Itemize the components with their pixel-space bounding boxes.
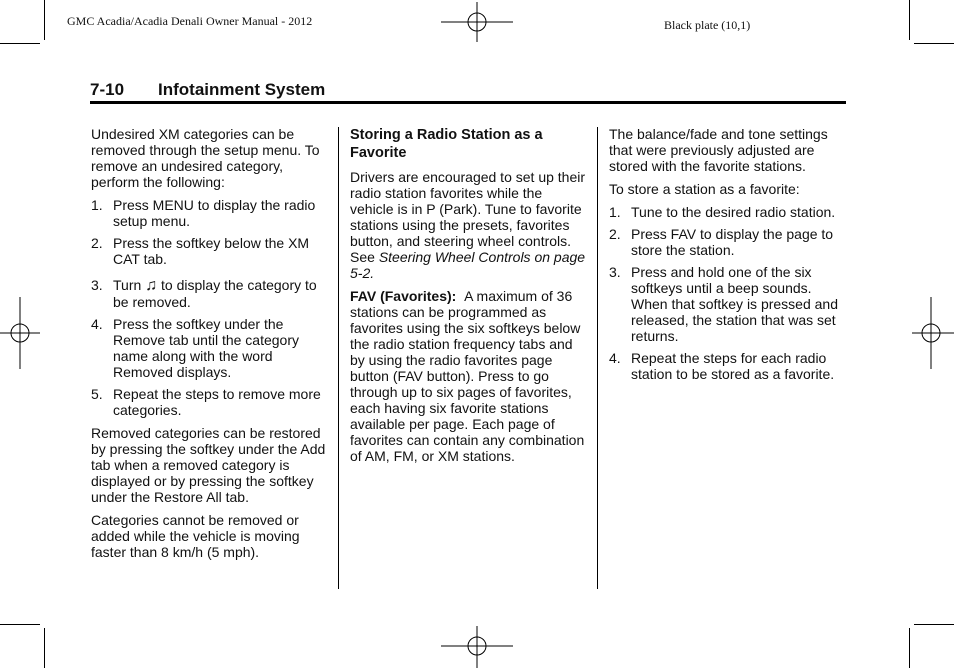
crop-mark [914,43,954,44]
term-label: FAV (Favorites): [350,288,457,304]
list-item [91,277,331,310]
step-text: to display the category to be removed. [113,277,317,310]
list-item [609,264,849,344]
cross-reference: Steering Wheel Controls on page 5-2 [350,249,586,281]
step-text: Turn [113,277,146,293]
step-text: Press the softkey below the XM CAT tab. [113,235,310,267]
column-2 [350,126,588,471]
paragraph: The balance/fade and tone settings that were previously adjusted are stored with the favorite stations. [609,126,828,174]
crop-mark [909,628,910,668]
step-text: Repeat the steps to remove more categories. [113,386,321,418]
tune-knob-icon: ♫ [145,277,158,294]
column-divider [597,127,598,589]
step-text: Press and hold one of the six softkeys until a beep sounds. When that softkey is pressed and released, the station that was set returns. [631,264,838,344]
paragraph: Categories cannot be removed or added while the vehicle is moving faster than 8 km/h (5 mph). [91,512,300,560]
crop-mark [44,628,45,668]
crop-mark [44,0,45,40]
paragraph [350,288,588,464]
step-number: 4. [91,316,103,332]
paragraph-text: A maximum of 36 stations can be programmed as favorites using the six softkeys below the radio station frequency tabs and by using the radio favorites page button (FAV button). Press to go through up to six pages of favorites, each having six favorite stations available per page. Each page of favorites can contain any combination of AM, FM, or XM stations. [350,288,585,464]
paragraph: To store a station as a favorite: [609,181,800,197]
registration-mark [912,297,954,369]
step-number: 5. [91,386,103,402]
step-number: 2. [609,226,621,242]
step-number: 1. [609,204,621,220]
registration-mark [441,626,513,668]
list-item [91,197,331,229]
list-item [609,204,849,220]
step-number: 3. [91,277,103,293]
crop-mark [0,624,40,625]
steps-list [609,204,849,382]
step-number: 4. [609,350,621,366]
plate-label: Black plate (10,1) [664,18,751,32]
section-title: Infotainment System [158,80,326,99]
section-heading [90,80,846,102]
list-item [609,226,849,258]
step-text: Tune to the desired radio station. [631,204,836,220]
subsection-heading: Storing a Radio Station as a Favorite [350,127,543,161]
paragraph-text: . [370,265,375,281]
manual-title: GMC Acadia/Acadia Denali Owner Manual - 2012 [67,14,313,28]
registration-mark [0,297,40,369]
list-item [91,386,331,418]
paragraph: Removed categories can be restored by pressing the softkey under the Add tab when a removed category is displayed or by pressing the softkey under the Restore All tab. [91,425,326,505]
paragraph-text: Drivers are encouraged to set up their radio station favorites while the vehicle is in P (Park). Tune to favorite stations using the presets, favorites button, and steering wheel controls. See [350,169,586,265]
crop-mark [0,43,40,44]
step-number: 1. [91,197,103,213]
list-item [609,350,849,382]
step-text: Repeat the steps for each radio station to be stored as a favorite. [631,350,835,382]
step-text: Press MENU to display the radio setup menu. [113,197,316,229]
crop-mark [914,624,954,625]
paragraph: Undesired XM categories can be removed through the setup menu. To remove an undesired category, perform the following: [91,126,320,190]
crop-mark [909,0,910,40]
list-item [91,235,331,267]
column-3 [609,126,849,389]
column-divider [338,127,339,589]
heading-rule [90,101,846,104]
step-text: Press FAV to display the page to store the station. [631,226,834,258]
step-text: Press the softkey under the Remove tab until the category name along with the word Removed displays. [113,316,299,380]
registration-mark [441,2,513,42]
paragraph [350,169,588,281]
step-number: 3. [609,264,621,280]
list-item [91,316,331,380]
column-1 [91,126,331,567]
section-number: 7-10 [90,80,125,99]
step-number: 2. [91,235,103,251]
steps-list [91,197,331,418]
